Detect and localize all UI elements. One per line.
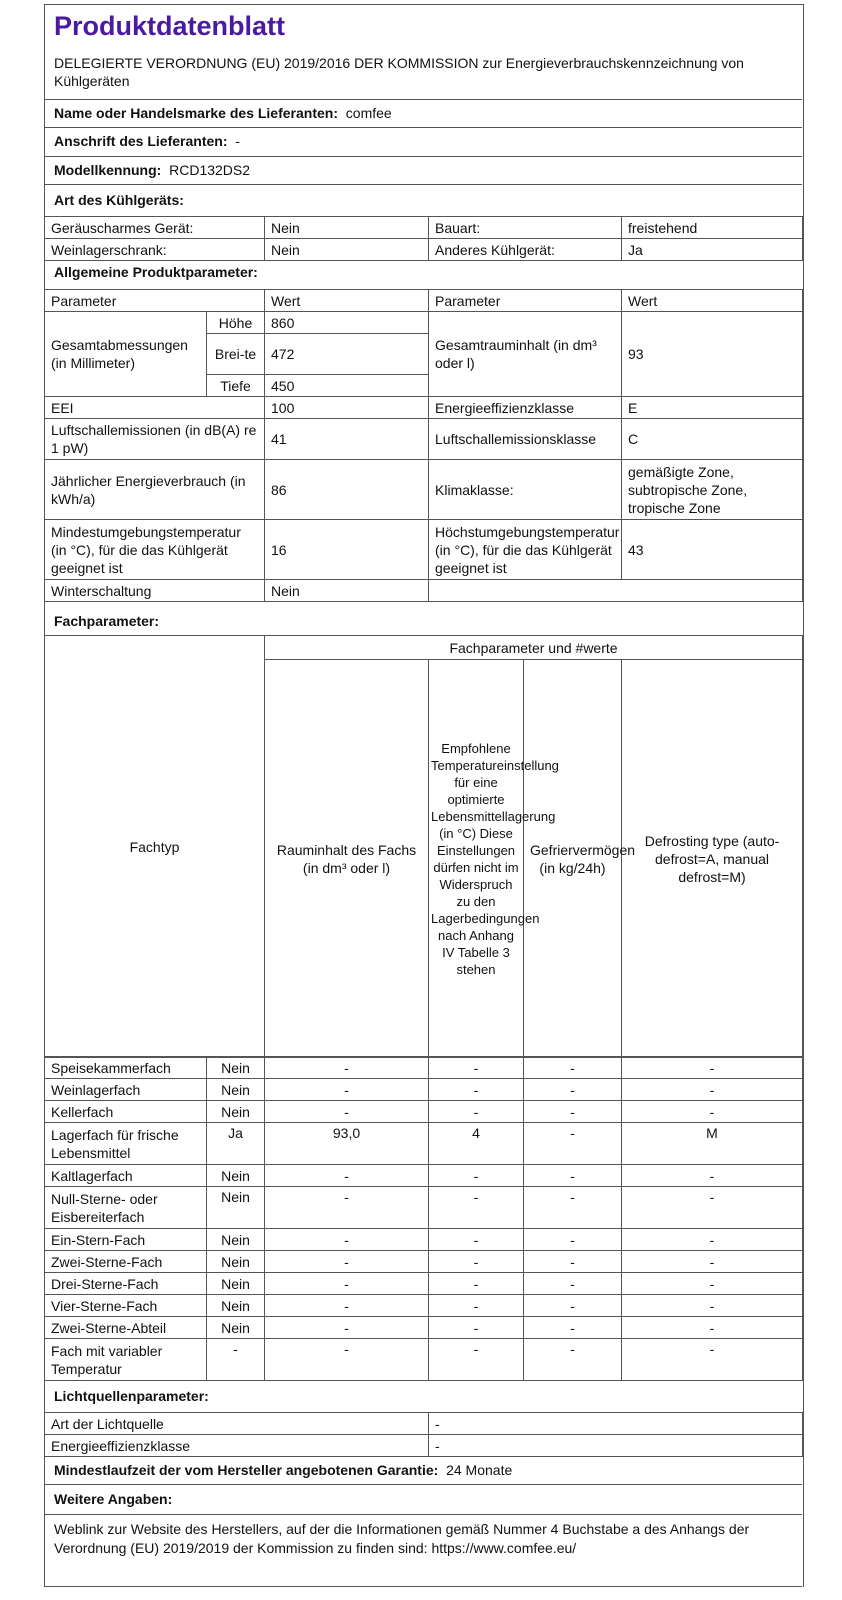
header-parameter: Parameter — [45, 290, 265, 312]
table-row — [45, 1413, 803, 1435]
table-row — [45, 1339, 803, 1381]
compartment-name: Kaltlagerfach — [45, 1165, 207, 1187]
climate-value: gemäßigte Zone, subtropische Zone, tropische Zone — [622, 460, 803, 520]
compartment-defrost: - — [622, 1229, 803, 1251]
compartment-temperature: - — [429, 1251, 524, 1273]
compartment-freezing: - — [524, 1079, 622, 1101]
table-row — [45, 1435, 803, 1457]
cell-label: Geräuscharmes Gerät: — [45, 217, 265, 239]
cell-value: freistehend — [622, 217, 803, 239]
compartment-defrost: - — [622, 1165, 803, 1187]
table-row — [45, 1317, 803, 1339]
header-parameter: Parameter — [429, 290, 622, 312]
compartment-present: Nein — [207, 1273, 265, 1295]
compartment-present: Nein — [207, 1295, 265, 1317]
warranty-label: Mindestlaufzeit der vom Hersteller angebotenen Garantie: — [54, 1462, 439, 1478]
compartment-volume: - — [265, 1339, 429, 1381]
compartment-temperature: - — [429, 1273, 524, 1295]
compartment-present: Nein — [207, 1251, 265, 1273]
compartment-present: Nein — [207, 1317, 265, 1339]
compartment-freezing: - — [524, 1229, 622, 1251]
compartment-present: Nein — [207, 1165, 265, 1187]
manufacturer-weblink-text: Weblink zur Website des Herstellers, auf der die Informationen gemäß Nummer 4 Buchstabe a des Anhangs der Verordnung (EU) 2019/2019 der Kommission zu finden sind: https://www.comfee.eu/ — [54, 1521, 750, 1556]
max-temp-value: 43 — [622, 520, 803, 580]
compartment-defrost: - — [622, 1101, 803, 1123]
table-row — [45, 460, 803, 520]
noise-class-value: C — [622, 419, 803, 460]
compartment-defrost: - — [622, 1187, 803, 1229]
warranty-value: 24 Monate — [446, 1462, 513, 1478]
compartment-temperature: - — [429, 1057, 524, 1079]
max-temp-label: Höchstumgebungstemperatur (in °C), für die das Kühlgerät geeignet ist — [429, 520, 622, 580]
table-row — [45, 1251, 803, 1273]
compartment-volume: - — [265, 1317, 429, 1339]
compartment-name: Speisekammerfach — [45, 1057, 207, 1079]
climate-label: Klimaklasse: — [429, 460, 622, 520]
compartment-present: - — [207, 1339, 265, 1381]
compartment-freezing: - — [524, 1251, 622, 1273]
cell-value: Nein — [265, 239, 429, 261]
energy-consumption-label: Jährlicher Energieverbrauch (in kWh/a) — [45, 460, 265, 520]
light-class-value: - — [429, 1435, 803, 1457]
more-section-header — [44, 1484, 802, 1515]
supplier-address-value: - — [235, 133, 240, 149]
table-row — [45, 1273, 803, 1295]
compartment-defrost: - — [622, 1273, 803, 1295]
compartment-present: Nein — [207, 1101, 265, 1123]
warranty-row — [44, 1456, 802, 1485]
compartment-temperature: - — [429, 1295, 524, 1317]
cell-label: Weinlagerschrank: — [45, 239, 265, 261]
compartment-name: Vier-Sterne-Fach — [45, 1295, 207, 1317]
height-label: Höhe — [207, 312, 265, 334]
compartment-defrost: - — [622, 1079, 803, 1101]
table-row — [45, 397, 803, 419]
eei-label: EEI — [45, 397, 265, 419]
compartment-present: Ja — [207, 1123, 265, 1165]
min-temp-label: Mindestumgebungstemperatur (in °C), für die das Kühlgerät geeignet ist — [45, 520, 265, 580]
min-temp-value: 16 — [265, 520, 429, 580]
eei-value: 100 — [265, 397, 429, 419]
winter-label: Winterschaltung — [45, 580, 265, 602]
header-volume: Rauminhalt des Fachs (in dm³ oder l) — [265, 660, 429, 1058]
volume-value: 93 — [622, 312, 803, 397]
compartment-table — [44, 635, 803, 1058]
regulation-subtitle: DELEGIERTE VERORDNUNG (EU) 2019/2016 DER KOMMISSION zur Energieverbrauchskennzeichnung von Kühlgeräten — [54, 55, 744, 89]
header-compartment-type: Fachtyp — [45, 636, 265, 1058]
table-row — [45, 1165, 803, 1187]
compartment-temperature: - — [429, 1165, 524, 1187]
compartment-present: Nein — [207, 1079, 265, 1101]
supplier-address-row — [44, 127, 802, 157]
table-row — [45, 1123, 803, 1165]
compartment-freezing: - — [524, 1057, 622, 1079]
compartment-name: Weinlagerfach — [45, 1079, 207, 1101]
supplier-name-row — [44, 99, 802, 128]
compartment-present: Nein — [207, 1229, 265, 1251]
table-row — [45, 239, 803, 261]
compartment-temperature: - — [429, 1079, 524, 1101]
header-temperature: Empfohlene Temperatureinstellung für eine optimierte Lebensmittellagerung (in °C) Diese Einstellungen dürfen nicht im Widerspruch zu den Lagerbedingungen nach Anhang IV Tabelle 3 stehen — [429, 660, 524, 1058]
type-table — [44, 216, 803, 261]
header-value: Wert — [622, 290, 803, 312]
more-info-block — [44, 1514, 802, 1587]
compartment-volume: - — [265, 1079, 429, 1101]
compartment-volume: - — [265, 1295, 429, 1317]
compartment-volume: - — [265, 1057, 429, 1079]
supplier-address-label: Anschrift des Lieferanten: — [54, 133, 228, 149]
winter-value: Nein — [265, 580, 429, 602]
compartment-present: Nein — [207, 1187, 265, 1229]
general-section-title: Allgemeine Produktparameter: — [54, 264, 258, 280]
compartment-volume: - — [265, 1229, 429, 1251]
compartment-name: Zwei-Sterne-Fach — [45, 1251, 207, 1273]
compartment-volume: - — [265, 1273, 429, 1295]
table-row — [45, 580, 803, 602]
compartment-volume: - — [265, 1187, 429, 1229]
noise-class-label: Luftschallemissionsklasse — [429, 419, 622, 460]
more-section-title: Weitere Angaben: — [54, 1491, 173, 1507]
compartment-name: Kellerfach — [45, 1101, 207, 1123]
header-freezing: Gefriervermögen (in kg/24h) — [524, 660, 622, 1058]
table-row — [45, 520, 803, 580]
width-label: Brei-te — [207, 334, 265, 375]
table-row — [45, 636, 803, 660]
cell-label: Bauart: — [429, 217, 622, 239]
supplier-name-value: comfee — [345, 105, 392, 121]
header-block — [44, 4, 802, 100]
compartment-section-title: Fachparameter: — [54, 613, 160, 629]
table-row — [45, 1079, 803, 1101]
compartment-freezing: - — [524, 1273, 622, 1295]
compartment-name: Drei-Sterne-Fach — [45, 1273, 207, 1295]
height-value: 860 — [265, 312, 429, 334]
compartment-freezing: - — [524, 1165, 622, 1187]
light-type-value: - — [429, 1413, 803, 1435]
compartment-temperature: - — [429, 1339, 524, 1381]
compartment-name: Fach mit variabler Temperatur — [45, 1339, 207, 1381]
compartment-freezing: - — [524, 1123, 622, 1165]
compartment-volume: - — [265, 1101, 429, 1123]
depth-label: Tiefe — [207, 375, 265, 397]
compartment-present: Nein — [207, 1057, 265, 1079]
compartment-defrost: - — [622, 1339, 803, 1381]
light-table — [44, 1412, 803, 1457]
light-section-title: Lichtquellenparameter: — [54, 1388, 209, 1404]
table-row — [45, 312, 803, 334]
light-type-label: Art der Lichtquelle — [45, 1413, 429, 1435]
header-group: Fachparameter und #werte — [265, 636, 803, 660]
cell-label: Anderes Kühlgerät: — [429, 239, 622, 261]
table-row — [45, 217, 803, 239]
empty-cell — [429, 580, 803, 602]
energy-consumption-value: 86 — [265, 460, 429, 520]
volume-label: Gesamtrauminhalt (in dm³ oder l) — [429, 312, 622, 397]
compartment-name: Zwei-Sterne-Abteil — [45, 1317, 207, 1339]
compartment-volume: 93,0 — [265, 1123, 429, 1165]
compartment-defrost: - — [622, 1251, 803, 1273]
width-value: 472 — [265, 334, 429, 375]
cell-value: Nein — [265, 217, 429, 239]
compartment-temperature: - — [429, 1229, 524, 1251]
model-row — [44, 156, 802, 185]
compartment-defrost: M — [622, 1123, 803, 1165]
table-row — [45, 1187, 803, 1229]
depth-value: 450 — [265, 375, 429, 397]
compartment-temperature: - — [429, 1317, 524, 1339]
compartment-name: Ein-Stern-Fach — [45, 1229, 207, 1251]
compartment-defrost: - — [622, 1317, 803, 1339]
table-row — [45, 1057, 803, 1079]
header-value: Wert — [265, 290, 429, 312]
supplier-name-label: Name oder Handelsmarke des Lieferanten: — [54, 105, 338, 121]
noise-label: Luftschallemissionen (in dB(A) re 1 pW) — [45, 419, 265, 460]
table-row — [45, 1101, 803, 1123]
compartment-freezing: - — [524, 1339, 622, 1381]
compartment-freezing: - — [524, 1317, 622, 1339]
compartment-temperature: - — [429, 1101, 524, 1123]
type-section-title: Art des Kühlgeräts: — [54, 192, 184, 208]
header-defrost: Defrosting type (auto-defrost=A, manual defrost=M) — [622, 660, 803, 1058]
type-section-header — [44, 184, 802, 216]
model-value: RCD132DS2 — [169, 162, 251, 178]
compartment-freezing: - — [524, 1101, 622, 1123]
dimensions-label: Gesamtabmessungen (in Millimeter) — [45, 312, 207, 397]
compartment-defrost: - — [622, 1057, 803, 1079]
compartment-defrost: - — [622, 1295, 803, 1317]
noise-value: 41 — [265, 419, 429, 460]
light-class-label: Energieeffizienzklasse — [45, 1435, 429, 1457]
energy-class-label: Energieeffizienzklasse — [429, 397, 622, 419]
compartment-temperature: 4 — [429, 1123, 524, 1165]
compartment-freezing: - — [524, 1187, 622, 1229]
general-table — [44, 289, 803, 602]
cell-value: Ja — [622, 239, 803, 261]
energy-class-value: E — [622, 397, 803, 419]
compartment-rows-table — [44, 1056, 803, 1381]
compartment-volume: - — [265, 1165, 429, 1187]
light-section-header — [44, 1382, 802, 1413]
compartment-volume: - — [265, 1251, 429, 1273]
table-row — [45, 1295, 803, 1317]
compartment-section-header — [44, 607, 802, 635]
model-label: Modellkennung: — [54, 162, 162, 178]
general-section-header — [44, 260, 802, 290]
page-title: Produktdatenblatt — [54, 11, 286, 41]
compartment-name: Lagerfach für frische Lebensmittel — [45, 1123, 207, 1165]
table-row — [45, 419, 803, 460]
table-row — [45, 1229, 803, 1251]
compartment-freezing: - — [524, 1295, 622, 1317]
table-row — [45, 290, 803, 312]
compartment-name: Null-Sterne- oder Eisbereiterfach — [45, 1187, 207, 1229]
compartment-temperature: - — [429, 1187, 524, 1229]
